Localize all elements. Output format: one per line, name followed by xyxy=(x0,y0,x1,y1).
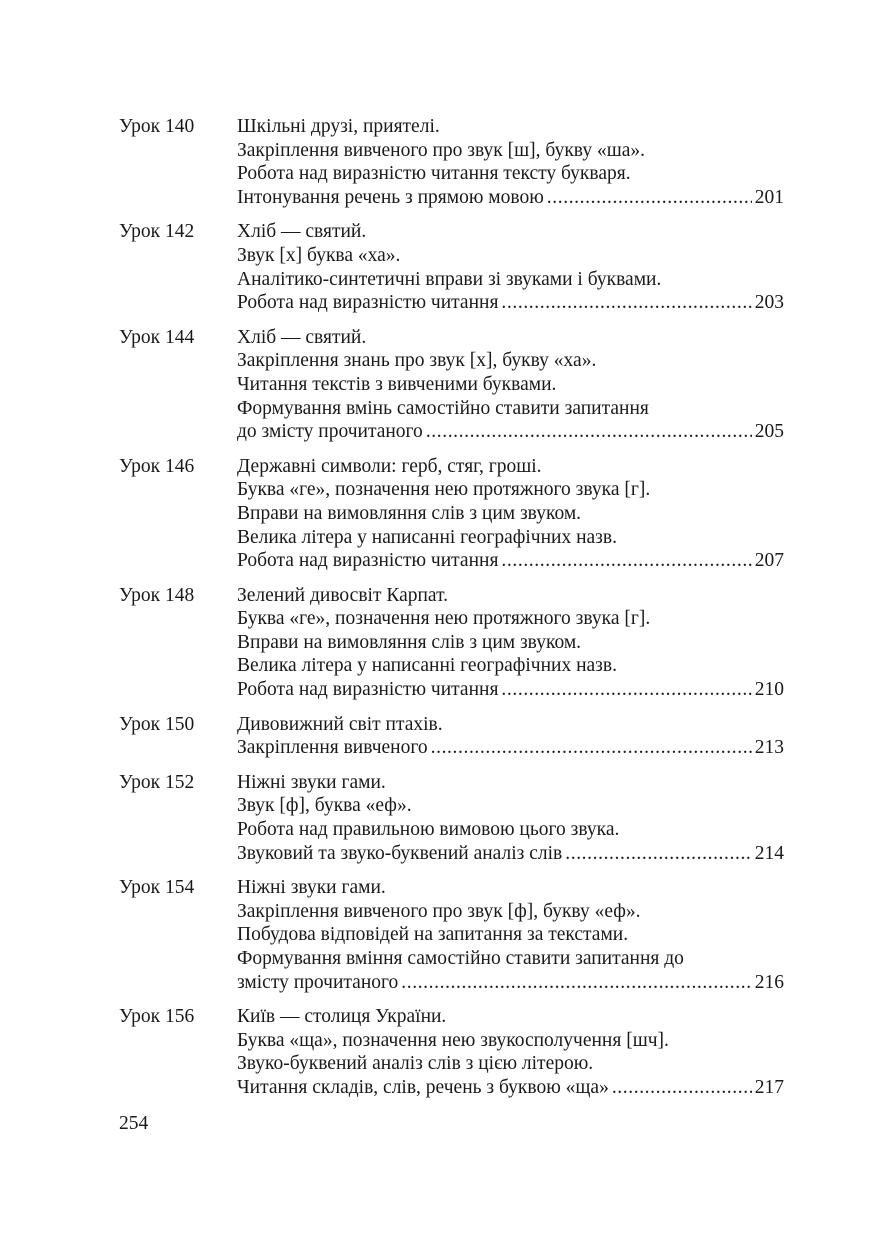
toc-entry xyxy=(119,455,784,573)
toc-entry xyxy=(119,713,784,760)
topic-line: Ніжні звуки гами. xyxy=(237,877,386,899)
topic-line-with-page xyxy=(237,736,784,760)
topic-line: Робота над виразністю читання xyxy=(237,679,499,701)
topic-line: Зелений дивосвіт Карпат. xyxy=(237,584,449,606)
topic-line: Закріплення знань про звук [х], букву «ха». xyxy=(237,350,597,372)
toc-entry xyxy=(119,326,784,444)
topic-line: Закріплення вивченого про звук [ф], букву «еф». xyxy=(237,900,641,922)
topic-line-with-page xyxy=(237,842,784,866)
topic-line: Звуковий та звуко-буквений аналіз слів xyxy=(237,842,563,864)
topic-line: Буква «ге», позначення нею протяжного звука [г]. xyxy=(237,479,651,501)
topic-line: Аналітико-синтетичні вправи зі звуками і буквами. xyxy=(237,268,662,290)
topic-line: Вправи на вимовляння слів з цим звуком. xyxy=(237,631,582,653)
topic-line: змісту прочитаного xyxy=(237,971,399,993)
dot-leader xyxy=(612,1076,752,1100)
topic-line: Звуко-буквений аналіз слів з цією літерою. xyxy=(237,1053,594,1075)
topic-line: Велика літера у написанні географічних назв. xyxy=(237,655,617,677)
lesson-number: Урок 148 xyxy=(119,584,195,606)
topic-line: Робота над виразністю читання тексту букваря. xyxy=(237,163,631,185)
topic-line: Формування вмінь самостійно ставити запитання xyxy=(237,397,649,419)
lesson-number: Урок 152 xyxy=(119,771,195,793)
topic-line-with-page xyxy=(237,291,784,315)
toc-entry xyxy=(119,771,784,865)
lesson-topics xyxy=(237,115,784,209)
topic-line: Дивовижний світ птахів. xyxy=(237,713,443,735)
toc-entry xyxy=(119,584,784,702)
lesson-topics xyxy=(237,584,784,702)
topic-line: Звук [х] буква «ха». xyxy=(237,244,401,266)
lesson-topics xyxy=(237,455,784,573)
page-reference: 201 xyxy=(754,186,784,208)
topic-line: Побудова відповідей на запитання за текстами. xyxy=(237,924,629,946)
page-reference: 214 xyxy=(754,842,784,864)
topic-line: Закріплення вивченого про звук [ш], букву «ша». xyxy=(237,139,646,161)
topic-line: Закріплення вивченого xyxy=(237,737,428,759)
topic-line-with-page xyxy=(237,678,784,702)
lesson-topics xyxy=(237,771,784,865)
topic-line: Хліб — святий. xyxy=(237,221,367,243)
dot-leader xyxy=(501,678,751,702)
dot-leader xyxy=(501,291,751,315)
toc-entry xyxy=(119,876,784,994)
topic-line: Робота над виразністю читання xyxy=(237,550,499,572)
topic-line: Вправи на вимовляння слів з цим звуком. xyxy=(237,502,582,524)
topic-line: Хліб — святий. xyxy=(237,326,367,348)
topic-line: Ніжні звуки гами. xyxy=(237,771,386,793)
topic-line: Буква «ге», позначення нею протяжного звука [г]. xyxy=(237,608,651,630)
dot-leader xyxy=(401,971,751,995)
topic-line-with-page xyxy=(237,186,784,210)
table-of-contents xyxy=(119,115,784,1111)
topic-line: Формування вміння самостійно ставити запитання до xyxy=(237,948,684,969)
toc-entry xyxy=(119,115,784,209)
topic-line: Київ — столиця України. xyxy=(237,1006,447,1028)
topic-line-with-page xyxy=(237,1076,784,1100)
topic-line: Читання текстів з вивченими буквами. xyxy=(237,373,557,395)
page-reference: 210 xyxy=(754,679,784,701)
page-reference: 207 xyxy=(754,550,784,572)
topic-line: Робота над виразністю читання xyxy=(237,292,499,314)
lesson-topics xyxy=(237,713,784,760)
lesson-topics xyxy=(237,876,784,994)
page-reference: 213 xyxy=(754,737,784,759)
topic-line: Інтонування речень з прямою мовою xyxy=(237,186,544,208)
lesson-number: Урок 140 xyxy=(119,116,195,137)
lesson-number: Урок 154 xyxy=(119,877,195,899)
topic-line-with-page xyxy=(237,549,784,573)
toc-entry xyxy=(119,220,784,314)
dot-leader xyxy=(431,736,752,760)
dot-leader xyxy=(547,186,752,210)
lesson-number: Урок 144 xyxy=(119,326,195,348)
lesson-topics xyxy=(237,326,784,444)
topic-line: Буква «ща», позначення нею звукосполучення [шч]. xyxy=(237,1029,669,1051)
topic-line: Велика літера у написанні географічних назв. xyxy=(237,526,617,548)
page-reference: 203 xyxy=(754,292,784,314)
dot-leader xyxy=(501,549,751,573)
lesson-number: Урок 142 xyxy=(119,221,195,243)
page-reference: 216 xyxy=(754,971,784,993)
dot-leader xyxy=(565,842,752,866)
topic-line: Шкільні друзі, приятелі. xyxy=(237,116,440,137)
topic-line: до змісту прочитаного xyxy=(237,421,423,443)
topic-line: Звук [ф], буква «еф». xyxy=(237,795,412,817)
topic-line: Робота над правильною вимовою цього звука. xyxy=(237,819,620,841)
page-reference: 205 xyxy=(754,421,784,443)
page-reference: 217 xyxy=(754,1076,784,1098)
topic-line-with-page xyxy=(237,971,784,995)
topic-line-with-page xyxy=(237,420,784,444)
lesson-number: Урок 156 xyxy=(119,1006,195,1028)
lesson-topics xyxy=(237,220,784,314)
lesson-number: Урок 150 xyxy=(119,713,195,735)
page-number: 254 xyxy=(119,1113,149,1134)
toc-entry xyxy=(119,1005,784,1099)
lesson-topics xyxy=(237,1005,784,1099)
topic-line: Державні символи: герб, стяг, гроші. xyxy=(237,455,542,477)
lesson-number: Урок 146 xyxy=(119,455,195,477)
dot-leader xyxy=(426,420,752,444)
topic-line: Читання складів, слів, речень з буквою «ща» xyxy=(237,1076,609,1098)
